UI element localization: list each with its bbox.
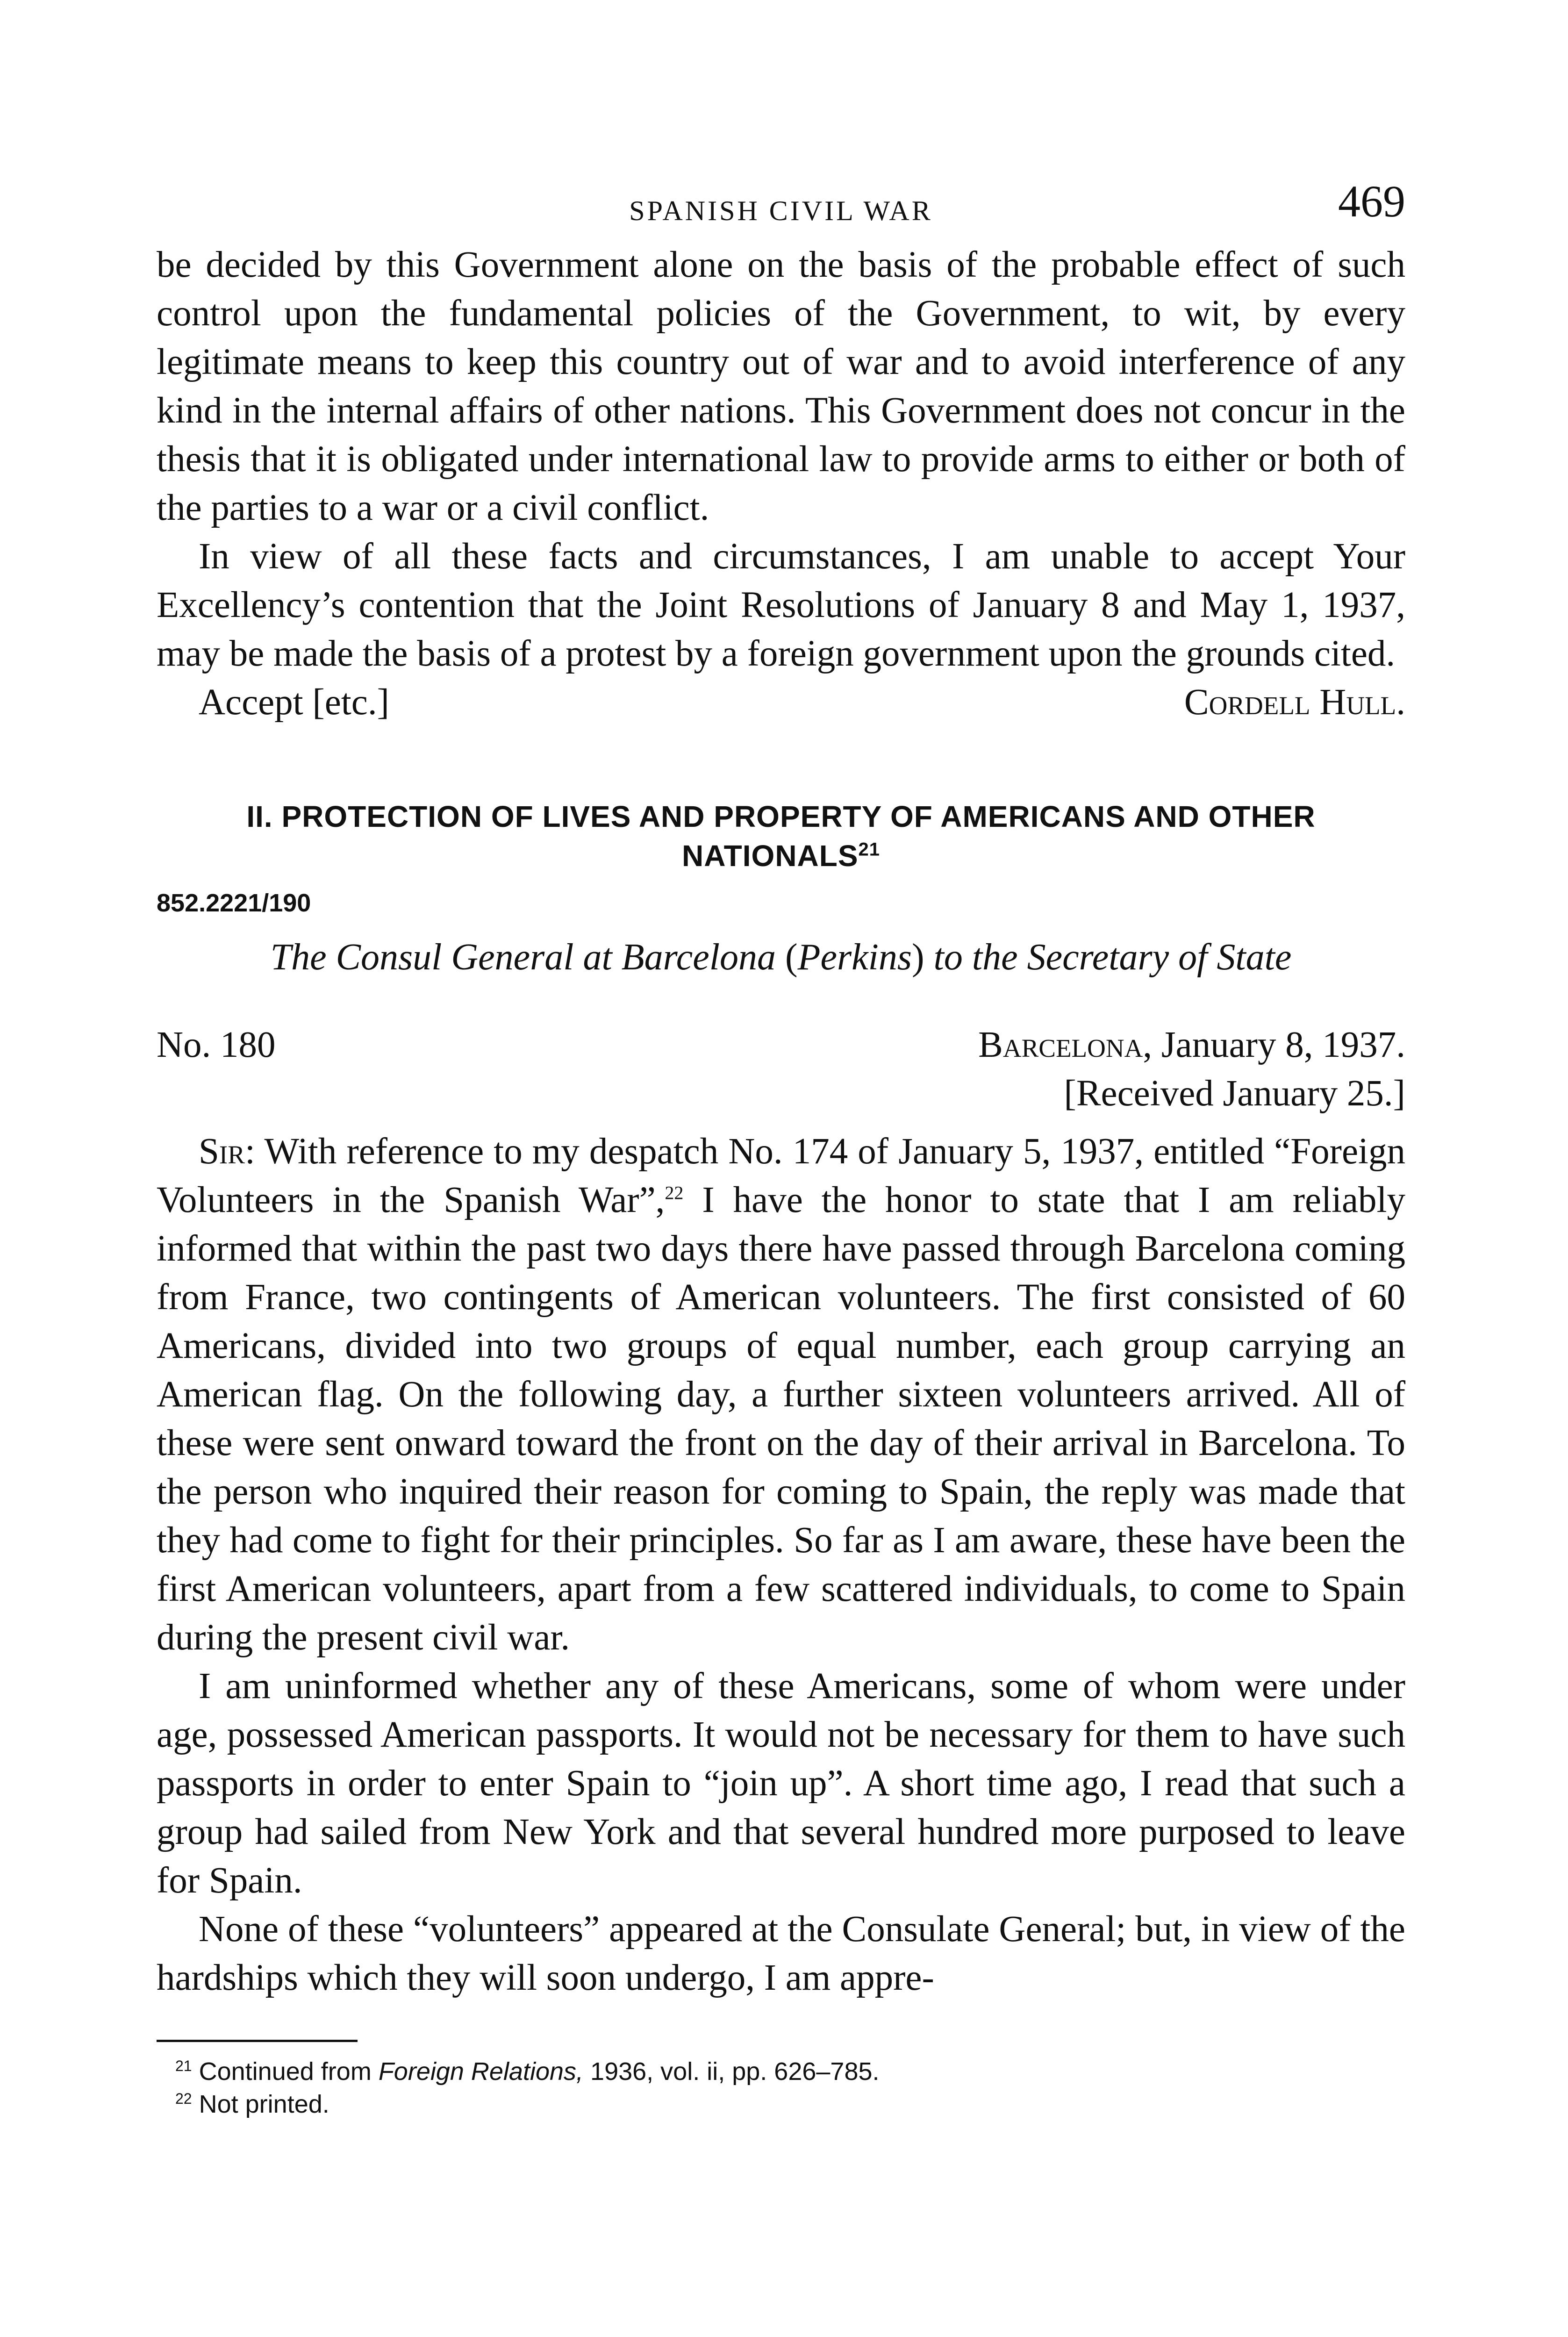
letter-paragraph-3: None of these “volunteers” appeared at the Consulate General; but, in view of the hardships which they will soon undergo, I am appre-	[157, 1909, 1405, 1998]
document-number: No. 180	[157, 1025, 276, 1065]
concluding-paragraph: In view of all these facts and circumstances, I am unable to accept Your Excellency’s contention that the Joint Resolutions of January 8 and May 1, 1937, may be made the basis of a protest by a foreign government upon the grounds cited.	[157, 536, 1405, 674]
section-heading	[157, 797, 1405, 875]
footnote-marker: 22	[175, 2090, 192, 2107]
footnote-source-title: Foreign Relations,	[378, 2057, 584, 2086]
complimentary-close: Accept [etc.]	[199, 682, 389, 723]
document-title-name: Perkins	[797, 937, 912, 978]
footnote-text: Continued from	[199, 2057, 379, 2086]
footnote-21	[175, 2055, 1405, 2088]
running-title: SPANISH CIVIL WAR	[629, 195, 933, 226]
document-dateline	[978, 1021, 1405, 1069]
page-number: 469	[1338, 176, 1405, 226]
dateline-place: Barcelona	[978, 1025, 1143, 1065]
document-title-part1: The Consul General at Barcelona	[270, 937, 776, 978]
file-number: 852.2221/190	[157, 889, 311, 917]
footnotes	[157, 2055, 1405, 2121]
letter-paragraph-1-text-a: : With reference to my despatch No. 174 of January 5, 1937, entitled “Foreign Volunteers in the Spanish War”,	[157, 1131, 1405, 1220]
document-title: The Consul General at Barcelona (Perkins) to the Secretary of State	[270, 937, 1292, 978]
signature: Cordell Hull.	[1184, 682, 1405, 723]
section-heading-text: II. PROTECTION OF LIVES AND PROPERTY OF AMERICANS AND OTHER NATIONALS	[246, 800, 1316, 873]
letter-paragraph-1	[157, 1127, 1405, 1662]
letter-paragraph-2: I am uninformed whether any of these Americans, some of whom were under age, possessed American passports. It would not be necessary for them to have such passports in order to enter Spain to “join up”. A short time ago, I read that such a group had sailed from New York and that several hundred more purposed to leave for Spain.	[157, 1666, 1405, 1901]
footnote-citation: 1936, vol. ii, pp. 626–785.	[583, 2057, 880, 2086]
footnote-marker: 21	[175, 2057, 192, 2074]
document-title-part2: to the Secretary of State	[933, 937, 1292, 978]
continued-letter-text	[157, 241, 1405, 727]
letter-body	[157, 1127, 1405, 2002]
letter-closing	[157, 678, 1405, 727]
dateline-date: , January 8, 1937.	[1143, 1025, 1405, 1065]
footnote-ref-22: 22	[665, 1182, 684, 1204]
salutation: Sir	[199, 1131, 245, 1172]
running-head	[157, 175, 1405, 241]
letter-paragraph-1-text-b: I have the honor to state that I am reliably informed that within the past two days there have passed through Barcelona coming from France, two contingents of American volunteers. The first consisted of 60 Americans, divided into two groups of equal number, each group carrying an American flag. On the following day, a further sixteen volunteers arrived. All of these were sent onward toward the front on the day of their arrival in Barcelona. To the person who inquired their reason for coming to Spain, the reply was made that they had come to fight for their principles. So far as I am aware, these have been the first American volunteers, apart from a few scattered individuals, to come to Spain during the present civil war.	[157, 1180, 1405, 1658]
document-page	[157, 175, 1405, 2121]
received-date: [Received January 25.]	[1064, 1073, 1405, 1114]
document-header	[157, 1021, 1405, 1069]
footnote-ref-21: 21	[858, 839, 881, 860]
continued-paragraph: be decided by this Government alone on the basis of the probable effect of such control upon the fundamental policies of the Government, to wit, by every legitimate means to keep this country out of war and to avoid interference of any kind in the internal affairs of other nations. This Government does not concur in the thesis that it is obligated under international law to provide arms to either or both of the parties to a war or a civil conflict.	[157, 244, 1405, 528]
footnote-22	[175, 2088, 1405, 2121]
footnote-rule	[157, 2040, 358, 2042]
footnote-text: Not printed.	[199, 2090, 329, 2118]
